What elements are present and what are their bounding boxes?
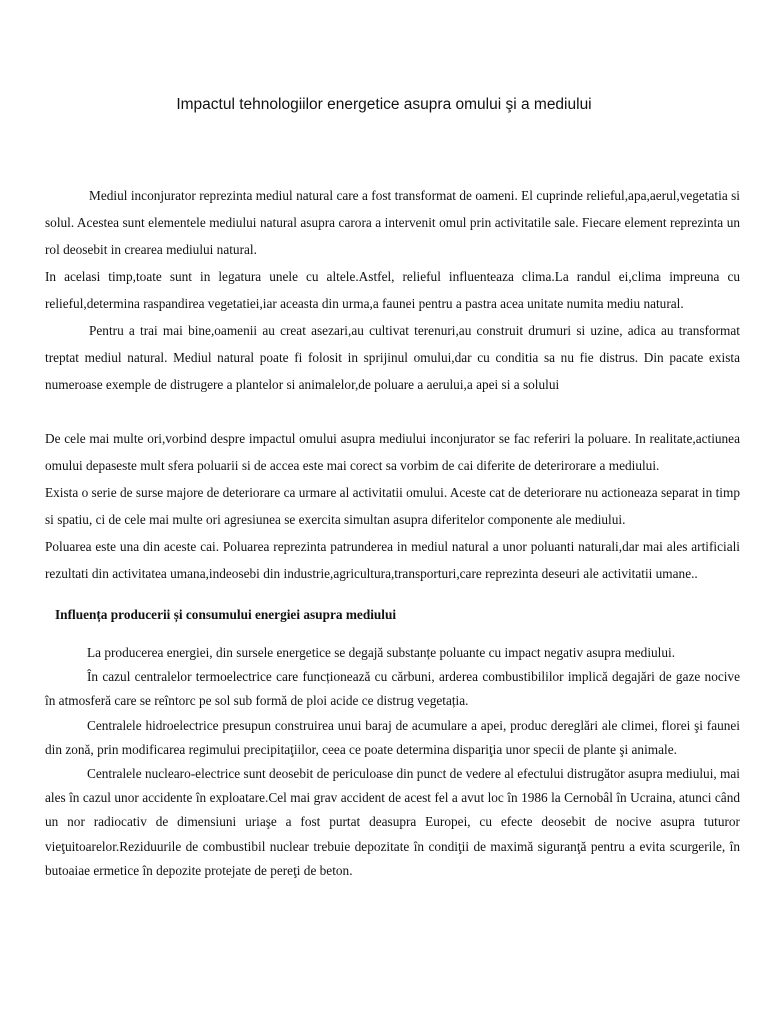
section-paragraph-3: Centralele hidroelectrice presupun construirea unui baraj de acumulare a apei, produc dereglări ale climei, florei şi faunei din zonă, prin modificarea regimului precipitaţiilor, ceea ce poate determina dispariţia unor specii de plante şi animale. — [45, 717, 740, 757]
paragraph-6: Poluarea este una din aceste cai. Poluarea reprezinta patrunderea in mediul natural a unor poluanti naturali,dar mai ales artificiali rezultati din activitatea umana,indeosebi din industrie,agricultura,transporturi,care reprezinta deseuri ale activitatii umane.. — [45, 539, 740, 581]
section-paragraph-4: Centralele nuclearo-electrice sunt deosebit de periculoase din punct de vedere al efectului distrugător asupra mediului, mai ales în cazul unor accidente în exploatare.Cel mai grav accident de acest fel a avut loc în 1986 la Cernobâl în Ucraina, atunci când un nor radiocativ de dimensiuni uriaşe a fost purtat deasupra Europei, cu efecte deosebit de nocive asupra tuturor vieţuitoarelor.Reziduurile de combustibil nuclear trebuie depozitate în condiţii de maximă siguranţă pentru a evita scurgerile, în butoaiae ermetice în depozite protejate de pereţi de beton. — [45, 766, 740, 878]
section-heading: Influența producerii și consumului energiei asupra mediului — [55, 607, 397, 622]
paragraph-4: De cele mai multe ori,vorbind despre impactul omului asupra mediului inconjurator se fac referiri la poluare. In realitate,actiunea omului depaseste mult sfera poluarii si de accea este mai corect sa vorbim de cai diferite de deterirorare a mediului. — [45, 431, 740, 473]
paragraph-5: Exista o serie de surse majore de deteriorare ca urmare al activitatii omului. Aceste cat de deteriorare nu actioneaza separat in timp si spatiu, ci de cele mai multe ori agresiunea se exercita simultan asupra diferitelor componente ale mediului. — [45, 485, 740, 527]
energy-section — [45, 641, 740, 883]
paragraph-gap — [45, 398, 740, 425]
paragraph-2: In acelasi timp,toate sunt in legatura unele cu altele.Astfel, relieful influenteaza clima.La randul ei,clima impreuna cu relieful,determina raspandirea vegetatiei,iar aceasta din urma,a faunei pentru a pastra acea unitate numita mediu natural. — [45, 269, 740, 311]
section-paragraph-2: În cazul centralelor termoelectrice care funcționează cu cărbuni, arderea combustibililor implică degajări de gaze nocive în atmosferă care se reîntorc pe sol sub formă de ploi acide ce distrug vegetația. — [45, 669, 740, 709]
document-body — [45, 182, 740, 883]
document-title: Impactul tehnologiilor energetice asupra omului şi a mediului — [176, 96, 592, 113]
paragraph-1: Mediul inconjurator reprezinta mediul natural care a fost transformat de oameni. El cuprinde relieful,apa,aerul,vegetatia si solul. Acestea sunt elementele mediului natural asupra carora a intervenit omul prin activitatile sale. Fiecare element reprezinta un rol deosebit in crearea mediului natural. — [45, 188, 740, 257]
paragraph-3: Pentru a trai mai bine,oamenii au creat asezari,au cultivat terenuri,au construit drumuri si uzine, adica au transformat treptat mediul natural. Mediul natural poate fi folosit in sprijinul omului,dar cu conditia sa nu fie distrus. Din pacate exista numeroase exemple de distrugere a plantelor si animalelor,de poluare a aerului,a apei si a solului — [45, 323, 740, 392]
section-paragraph-1: La producerea energiei, din sursele energetice se degajă substanțe poluante cu impact negativ asupra mediului. — [87, 645, 676, 660]
